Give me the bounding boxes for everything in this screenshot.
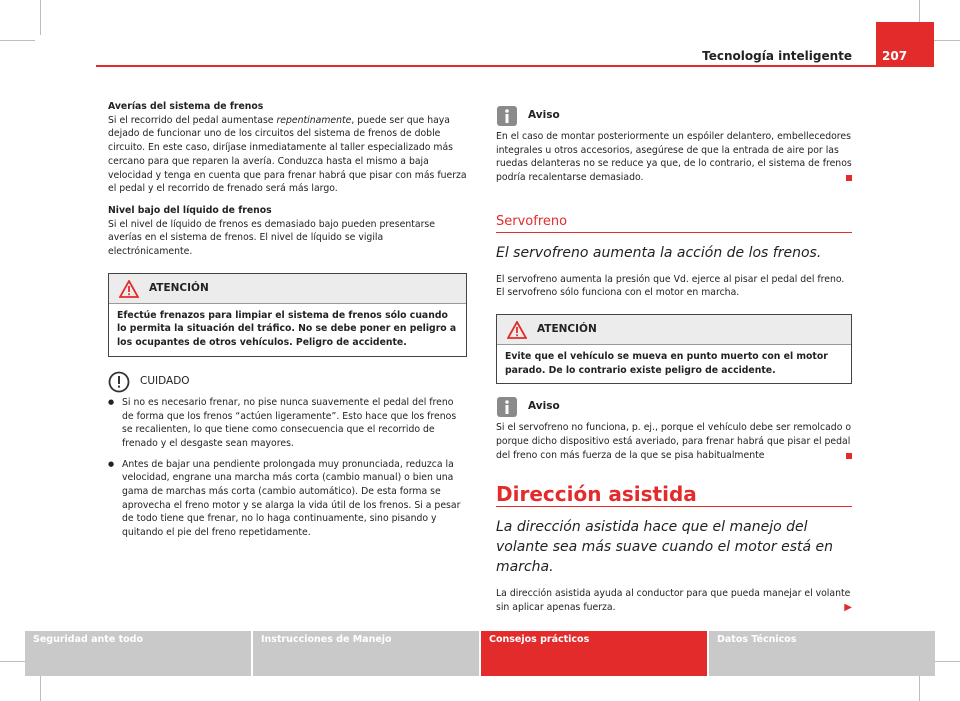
notice-label: Aviso <box>528 109 560 122</box>
brake-fluid-heading: Nivel bajo del líquido de frenos <box>108 204 272 216</box>
attention-label: ATENCIÓN <box>149 281 209 294</box>
notice-text <box>496 421 852 462</box>
notice-text <box>496 130 852 185</box>
caution-label: CUIDADO <box>140 374 190 387</box>
tab-instrucciones[interactable]: Instrucciones de Manejo <box>253 631 479 676</box>
servofreno-text: El servofreno aumenta la presión que Vd. ejerce al pisar el pedal del freno. El servofreno sólo funciona con el motor en marcha. <box>496 273 845 299</box>
direccion-lead: La dirección asistida hace que el manejo del volante sea más suave cuando el motor está en marcha. <box>496 519 833 576</box>
section-heading-direccion: Dirección asistida <box>496 488 852 507</box>
tab-consejos[interactable]: Consejos prácticos <box>481 631 707 676</box>
notice-text-body: En el caso de montar posteriormente un espóiler delantero, embellecedores integrales u otros accesorios, asegúrese de que la entrada de aire por las ruedas delanteras no se reduce ya que, de lo contrario, el sistema de frenos podría recalentarse demasiado. <box>496 131 852 184</box>
section-heading-servofreno: Servofreno <box>496 215 852 233</box>
attention-text: Evite que el vehículo se mueva en punto muerto con el motor parado. De lo contrario existe peligro de accidente. <box>497 344 851 383</box>
crop-mark <box>40 0 41 35</box>
attention-label: ATENCIÓN <box>537 323 597 336</box>
list-item: ● Si no es necesario frenar, no pise nunca suavemente el pedal del freno de forma que los frenos “actúen ligeramente”. Esto hace que los frenos se recalienten, lo que tiene como consecuencia que el recorrido de frenado y el desgaste sean mayores. <box>108 396 467 451</box>
tab-datos[interactable]: Datos Técnicos <box>709 631 935 676</box>
info-icon <box>496 396 518 418</box>
attention-text: Efectúe frenazos para limpiar el sistema de frenos sólo cuando lo permita la situación del tráfico. No se debe poner en peligro a los ocupantes de otros vehículos. Peligro de accidente. <box>109 303 466 356</box>
attention-box <box>496 314 852 384</box>
notice-text-body: Si el servofreno no funciona, p. ej., porque el vehículo debe ser remolcado o porque dicho dispositivo está averiado, para frenar habrá que pisar el pedal del freno con más fuerza de la que se pisa habitualmente <box>496 422 852 461</box>
tab-seguridad[interactable]: Seguridad ante todo <box>25 631 251 676</box>
continue-arrow-icon: ▶ <box>844 601 852 613</box>
notice-label: Aviso <box>528 400 560 413</box>
info-icon <box>496 105 518 127</box>
servofreno-lead: El servofreno aumenta la acción de los frenos. <box>496 244 822 261</box>
left-column <box>108 100 467 547</box>
caution-list <box>108 396 467 540</box>
direccion-text-body: La dirección asistida ayuda al conductor para que pueda manejar el volante sin aplicar apenas fuerza. <box>496 588 851 613</box>
brake-failure-emphasis: repentinamente <box>276 114 352 126</box>
brake-failure-heading: Averías del sistema de frenos <box>108 101 264 112</box>
attention-box <box>108 273 467 357</box>
header-title: Tecnología inteligente <box>702 49 852 63</box>
brake-failure-text-a: Si el recorrido del pedal aumentase <box>108 114 277 126</box>
list-item: ● Antes de bajar una pendiente prolongada muy pronunciada, reduzca la velocidad, engrane una marcha más corta (cambio manual) o bien una gama de marchas más corta (cambio automático). De esta forma se aprovecha el freno motor y se alarga la vida útil de los frenos. Si a pesar de todo tiene que frenar, no lo haga continuamente, sino pisando y quitando el pie del freno repetidamente. <box>108 458 467 540</box>
end-marker <box>846 175 852 181</box>
page-number: 207 <box>876 22 934 67</box>
caution-header <box>108 371 467 393</box>
attention-header <box>497 315 851 344</box>
exclamation-circle-icon <box>108 371 130 393</box>
direccion-text <box>496 587 852 614</box>
notice-header <box>496 105 852 127</box>
right-column <box>496 105 852 623</box>
end-marker <box>846 453 852 459</box>
notice-header <box>496 396 852 418</box>
brake-failure-text-b: , puede ser que haya dejado de funcionar uno de los circuitos del sistema de frenos de doble circuito. En este caso, diríjase inmediatamente al taller especializado más cercano para que reparen la avería. Conduzca hasta el mismo a baja velocidad y tenga en cuenta que para frenar habrá que pisar con más fuerza el pedal y el recorrido de frenado será más largo. <box>108 114 467 195</box>
warning-triangle-icon <box>119 280 139 298</box>
brake-failure-text <box>108 114 467 196</box>
warning-triangle-icon <box>507 321 527 339</box>
attention-header <box>109 274 466 303</box>
brake-fluid-text: Si el nivel de líquido de frenos es demasiado bajo pueden presentarse averías en el sistema de frenos. El nivel de líquido se vigila electrónicamente. <box>108 218 435 258</box>
header-rule <box>96 65 934 67</box>
crop-mark <box>0 40 35 41</box>
footer-tabs <box>25 631 935 676</box>
